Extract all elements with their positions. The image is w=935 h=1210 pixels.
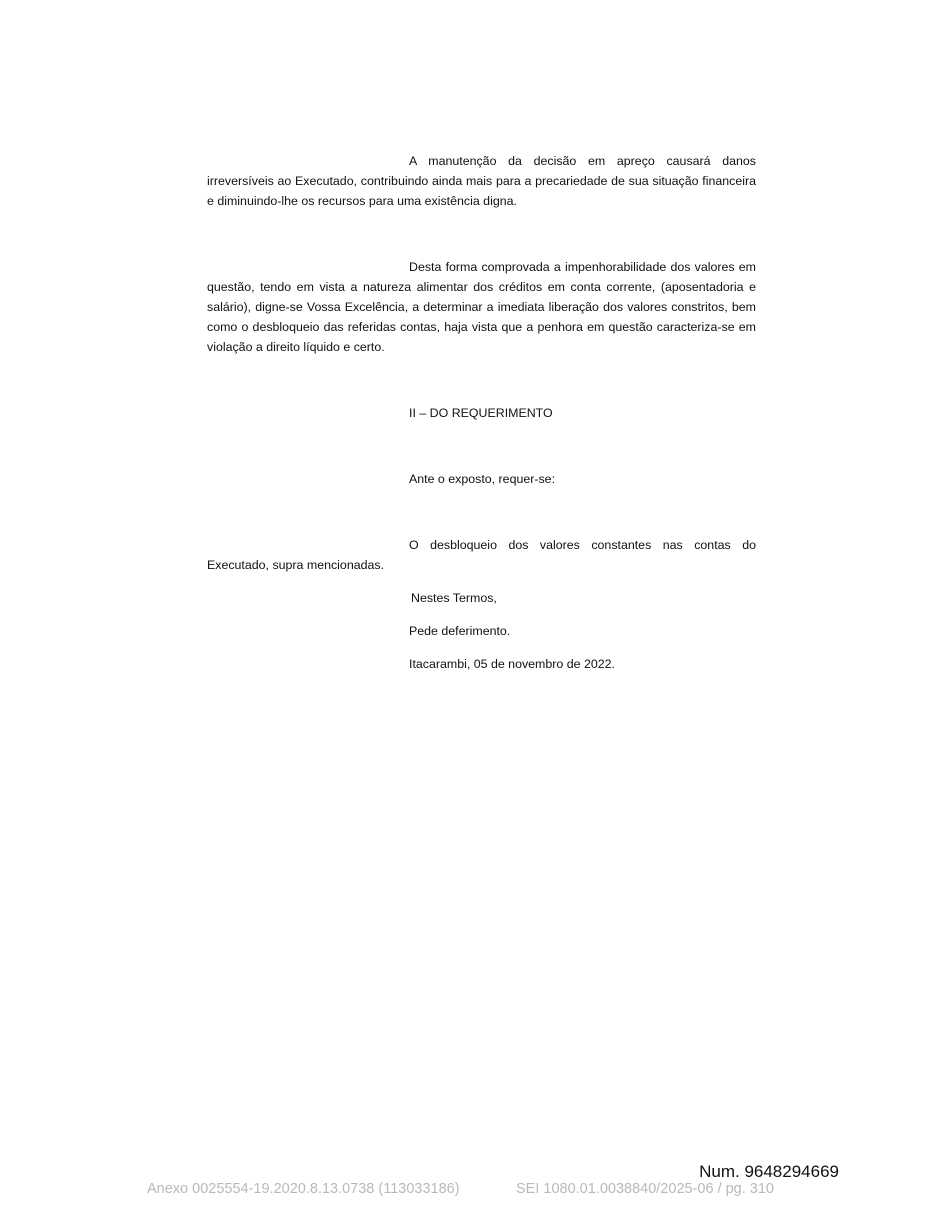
- closing-nestes-termos: Nestes Termos,: [411, 591, 497, 605]
- document-body: [207, 151, 756, 674]
- section-heading: II – DO REQUERIMENTO: [409, 406, 553, 420]
- paragraph-damages: A manutenção da decisão em apreço causará danos irreversíveis ao Executado, contribuindo ainda mais para a precariedade de sua situação financeira e diminuindo-lhe os recursos para uma existência digna.: [207, 154, 756, 208]
- paragraph-impenhorabilidade: Desta forma comprovada a impenhorabilidade dos valores em questão, tendo em vista a natureza alimentar dos créditos em conta corrente, (aposentadoria e salário), digne-se Vossa Excelência, a determinar a imediata liberação dos valores constritos, bem como o desbloqueio das referidas contas, haja vista que a penhora em questão caracteriza-se em violação a direito líquido e certo.: [207, 260, 756, 354]
- closing-pede-deferimento: Pede deferimento.: [409, 624, 511, 638]
- paragraph-ante-exposto: Ante o exposto, requer-se:: [409, 472, 556, 486]
- sei-reference: SEI 1080.01.0038840/2025-06 / pg. 310: [516, 1181, 774, 1197]
- document-number: Num. 9648294669: [699, 1162, 839, 1181]
- place-and-date: Itacarambi, 05 de novembro de 2022.: [409, 657, 615, 671]
- paragraph-desbloqueio: O desbloqueio dos valores constantes nas contas do Executado, supra mencionadas.: [207, 538, 756, 572]
- annex-reference: Anexo 0025554-19.2020.8.13.0738 (113033186): [147, 1181, 460, 1197]
